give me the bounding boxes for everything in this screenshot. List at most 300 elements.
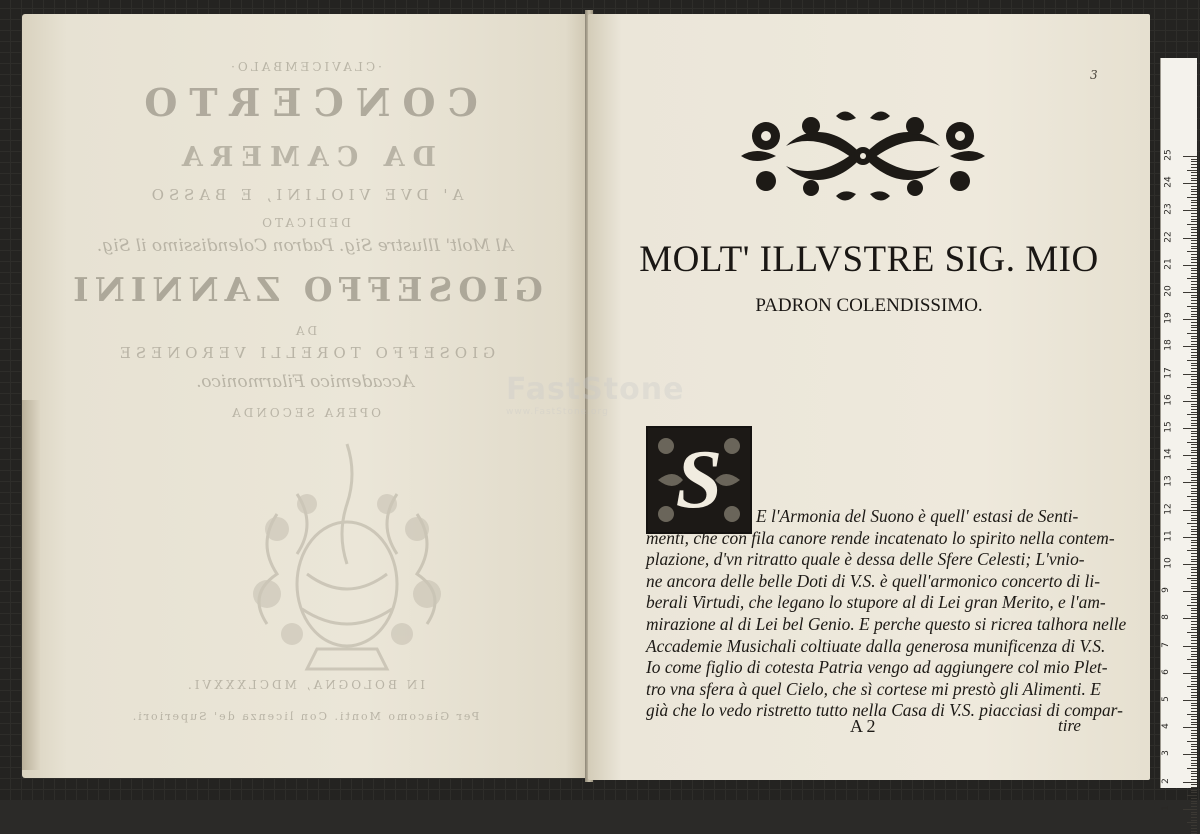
ruler-tick xyxy=(1191,719,1197,720)
ruler-tick xyxy=(1191,420,1197,421)
ruler-tick xyxy=(1191,820,1197,821)
ruler-number: 16 xyxy=(1163,394,1174,406)
body-line: mirazione al di Lei bel Genio. E perche questo si ricrea talhora nelle xyxy=(646,613,1127,634)
ruler-number: 7 xyxy=(1160,641,1171,648)
ruler-tick xyxy=(1191,300,1197,301)
ruler-tick xyxy=(1183,537,1197,538)
ruler-tick xyxy=(1191,711,1197,712)
ruler-tick xyxy=(1191,583,1197,584)
mirror-line: GIOSEFFO TORELLI VERONESE xyxy=(114,344,496,362)
ruler-tick xyxy=(1191,316,1197,317)
ruler-tick xyxy=(1191,817,1197,818)
ruler-tick xyxy=(1191,202,1197,203)
ruler-tick xyxy=(1191,520,1197,521)
ruler-tick xyxy=(1191,423,1197,424)
ruler-tick xyxy=(1191,172,1197,173)
ruler-tick xyxy=(1191,703,1197,704)
ruler-tick xyxy=(1191,240,1197,241)
ruler-tick xyxy=(1191,561,1197,562)
ruler-tick xyxy=(1191,640,1197,641)
ruler-tick xyxy=(1183,700,1197,701)
body-line: tro vna sfera à quel Cielo, che sì cortese mi prestò gli Alimenti. E xyxy=(646,678,1101,699)
ruler-tick xyxy=(1183,210,1197,211)
floral-ornament-icon xyxy=(736,106,990,206)
ruler-tick xyxy=(1191,390,1197,391)
ruler-tick xyxy=(1191,534,1197,535)
ruler-tick xyxy=(1187,442,1197,443)
ruler-tick xyxy=(1187,224,1197,225)
ruler-tick xyxy=(1191,803,1197,804)
ruler-tick xyxy=(1187,741,1197,742)
ruler-tick xyxy=(1191,409,1197,410)
ruler-tick xyxy=(1191,303,1197,304)
ruler-tick xyxy=(1191,178,1197,179)
watermark-main: FastStone xyxy=(506,372,685,407)
ruler-tick xyxy=(1191,270,1197,271)
ruler-tick xyxy=(1191,433,1197,434)
ruler-tick xyxy=(1187,686,1197,687)
mirror-line: Per Giacomo Monti. Con licenza de' Superiori. xyxy=(130,710,480,723)
ruler-tick xyxy=(1191,404,1197,405)
ruler-number: 21 xyxy=(1163,258,1174,270)
ruler-tick xyxy=(1187,496,1197,497)
ruler-tick xyxy=(1191,825,1197,826)
ruler-tick xyxy=(1187,523,1197,524)
ruler-tick xyxy=(1191,831,1197,832)
ruler-tick xyxy=(1183,591,1197,592)
ruler-tick xyxy=(1191,425,1197,426)
ruler-tick xyxy=(1191,801,1197,802)
ruler-tick xyxy=(1187,360,1197,361)
ruler-tick xyxy=(1191,613,1197,614)
drop-cap-letter: S xyxy=(675,433,723,526)
ruler-tick xyxy=(1183,809,1197,810)
watermark-sub: www.FastStone.org xyxy=(506,407,609,417)
ruler-tick xyxy=(1191,368,1197,369)
ruler-tick xyxy=(1191,648,1197,649)
mirror-line: DA xyxy=(292,324,318,338)
mirror-line: A' DVE VIOLINI, E BASSO xyxy=(146,186,464,204)
ruler-tick xyxy=(1191,493,1197,494)
ruler-number: 1 xyxy=(1160,804,1171,811)
ruler-tick xyxy=(1183,510,1197,511)
ruler-number: 13 xyxy=(1163,475,1174,488)
ruler-tick xyxy=(1191,507,1197,508)
ruler-tick xyxy=(1191,200,1197,201)
ruler-tick xyxy=(1191,662,1197,663)
ruler-tick xyxy=(1191,776,1197,777)
ruler-tick xyxy=(1191,545,1197,546)
ruler-tick xyxy=(1191,284,1197,285)
ruler-tick xyxy=(1191,325,1197,326)
ruler-tick xyxy=(1191,676,1197,677)
ruler-tick xyxy=(1191,697,1197,698)
ruler-tick xyxy=(1191,637,1197,638)
ruler-tick xyxy=(1191,352,1197,353)
ruler-tick xyxy=(1191,738,1197,739)
ruler-tick xyxy=(1191,268,1197,269)
ruler-tick xyxy=(1191,276,1197,277)
ruler-tick xyxy=(1191,444,1197,445)
ruler-tick xyxy=(1191,518,1197,519)
ruler-tick xyxy=(1191,665,1197,666)
ruler-tick xyxy=(1191,667,1197,668)
ruler-number: 20 xyxy=(1163,285,1174,297)
ruler-tick xyxy=(1191,749,1197,750)
ruler-tick xyxy=(1183,401,1197,402)
ruler-tick xyxy=(1191,531,1197,532)
ruler-tick xyxy=(1191,357,1197,358)
ruler-tick xyxy=(1191,452,1197,453)
ruler-tick xyxy=(1191,627,1197,628)
ruler-tick xyxy=(1187,822,1197,823)
ruler-tick xyxy=(1183,428,1197,429)
ruler-tick xyxy=(1191,259,1197,260)
mirror-line: GIOSEFFO ZANNINI xyxy=(67,270,543,309)
ruler-tick xyxy=(1191,529,1197,530)
dedication-heading: MOLT' ILLVSTRE SIG. MIO xyxy=(639,239,1099,280)
ruler-tick xyxy=(1191,485,1197,486)
ruler-tick xyxy=(1187,278,1197,279)
ruler-tick xyxy=(1183,183,1197,184)
body-line: ne ancora delle belle Doti di V.S. è quell'armonico concerto di li- xyxy=(646,570,1101,591)
ruler-tick xyxy=(1191,594,1197,595)
ruler-tick xyxy=(1183,374,1197,375)
ruler-number: 3 xyxy=(1160,750,1171,757)
ruler-tick xyxy=(1183,646,1197,647)
ruler-tick xyxy=(1191,814,1197,815)
ruler-tick xyxy=(1191,363,1197,364)
ruler-tick xyxy=(1187,768,1197,769)
ruler-tick xyxy=(1183,265,1197,266)
ruler-number: 8 xyxy=(1160,614,1171,621)
ruler-tick xyxy=(1191,499,1197,500)
ruler-tick xyxy=(1191,186,1197,187)
ruler-tick xyxy=(1191,806,1197,807)
ruler-tick xyxy=(1191,812,1197,813)
ruler-tick xyxy=(1191,730,1197,731)
ruler-tick xyxy=(1191,398,1197,399)
ruler-tick xyxy=(1191,232,1197,233)
ruler-tick xyxy=(1191,765,1197,766)
ruler-tick xyxy=(1183,754,1197,755)
ruler-tick xyxy=(1191,164,1197,165)
left-page xyxy=(22,14,588,778)
ruler-tick xyxy=(1191,216,1197,217)
ruler-tick xyxy=(1191,167,1197,168)
ruler-tick xyxy=(1187,306,1197,307)
body-line: già che lo vedo ristretto tutto nella Casa di V.S. piacciasi di compar- xyxy=(646,700,1123,721)
ruler-tick xyxy=(1191,792,1197,793)
ruler-tick xyxy=(1191,512,1197,513)
ruler-tick xyxy=(1191,798,1197,799)
body-line: menti, che con fila canore rende incatenato lo spirito nella contem- xyxy=(646,527,1115,548)
signature-mark: A 2 xyxy=(850,716,876,736)
ruler-tick xyxy=(1191,586,1197,587)
mirror-line: IN BOLOGNA, MDCLXXXVI. xyxy=(184,678,426,692)
ruler-tick xyxy=(1191,436,1197,437)
ruler-number: 6 xyxy=(1160,668,1171,675)
ruler-tick xyxy=(1191,235,1197,236)
ruler-tick xyxy=(1191,417,1197,418)
ruler-tick xyxy=(1187,197,1197,198)
watermark xyxy=(506,372,684,417)
ruler-number: 11 xyxy=(1163,530,1174,542)
measuring-ruler xyxy=(1160,58,1197,811)
ruler-tick xyxy=(1191,651,1197,652)
ruler-tick xyxy=(1191,678,1197,679)
ruler-tick xyxy=(1183,618,1197,619)
body-line: Io come figlio di cotesta Patria vengo ad aggiungere col mio Plet- xyxy=(646,657,1108,678)
ruler-number: 23 xyxy=(1163,203,1174,216)
ruler-tick xyxy=(1191,599,1197,600)
mirror-line: Al Molt' Illustre Sig. Padron Colendissimo il Sig. xyxy=(96,236,514,256)
mirror-line: Accademico Filarmonico. xyxy=(196,372,414,392)
ruler-tick xyxy=(1187,550,1197,551)
ruler-tick xyxy=(1191,580,1197,581)
ruler-tick xyxy=(1191,548,1197,549)
ruler-tick xyxy=(1191,501,1197,502)
ruler-tick xyxy=(1191,474,1197,475)
ruler-tick xyxy=(1191,828,1197,829)
ruler-tick xyxy=(1187,251,1197,252)
ruler-number: 22 xyxy=(1163,230,1174,243)
ruler-tick xyxy=(1191,330,1197,331)
ruler-tick xyxy=(1187,659,1197,660)
ruler-tick xyxy=(1191,569,1197,570)
ruler-number: 17 xyxy=(1163,366,1174,379)
ruler-tick xyxy=(1191,289,1197,290)
ruler-tick xyxy=(1191,308,1197,309)
ruler-tick xyxy=(1191,526,1197,527)
ruler-tick xyxy=(1191,681,1197,682)
ruler-tick xyxy=(1191,191,1197,192)
ruler-tick xyxy=(1187,387,1197,388)
ruler-tick xyxy=(1191,447,1197,448)
ruler-tick xyxy=(1191,733,1197,734)
ruler-tick xyxy=(1191,705,1197,706)
ruler-tick xyxy=(1191,567,1197,568)
ruler-tick xyxy=(1191,344,1197,345)
ruler-tick xyxy=(1191,779,1197,780)
ruler-tick xyxy=(1191,624,1197,625)
ruler-tick xyxy=(1183,292,1197,293)
ruler-tick xyxy=(1191,395,1197,396)
ruler-number: 5 xyxy=(1160,696,1171,702)
ruler-tick xyxy=(1191,463,1197,464)
ruler-tick xyxy=(1191,488,1197,489)
ruler-tick xyxy=(1187,170,1197,171)
ruler-number: 12 xyxy=(1163,502,1174,515)
ruler-tick xyxy=(1191,439,1197,440)
ruler-tick xyxy=(1191,684,1197,685)
ruler-tick xyxy=(1191,744,1197,745)
ruler-tick xyxy=(1191,180,1197,181)
ruler-tick xyxy=(1191,376,1197,377)
ruler-tick xyxy=(1191,281,1197,282)
ruler-tick xyxy=(1191,515,1197,516)
ruler-tick xyxy=(1191,735,1197,736)
ruler-tick xyxy=(1191,692,1197,693)
ruler-number: 10 xyxy=(1163,557,1174,569)
ruler-tick xyxy=(1191,559,1197,560)
ruler-tick xyxy=(1183,782,1197,783)
ruler-tick xyxy=(1187,632,1197,633)
mirror-line: OPERA SECONDA xyxy=(229,406,381,420)
ruler-tick xyxy=(1187,795,1197,796)
ruler-tick xyxy=(1191,616,1197,617)
ruler-tick xyxy=(1191,355,1197,356)
ruler-tick xyxy=(1191,349,1197,350)
ruler-tick xyxy=(1191,365,1197,366)
ruler-tick xyxy=(1191,610,1197,611)
ruler-tick xyxy=(1191,311,1197,312)
ruler-tick xyxy=(1191,784,1197,785)
body-line: Accademie Musichali coltiuate dalla generosa munificenza di V.S. xyxy=(646,635,1106,656)
ruler-tick xyxy=(1191,608,1197,609)
ruler-number: 24 xyxy=(1163,176,1174,188)
mirror-line: DA CAMERA xyxy=(173,142,437,173)
ruler-tick xyxy=(1191,175,1197,176)
dedication-body xyxy=(646,506,1127,722)
ruler-tick xyxy=(1191,273,1197,274)
ruler-tick xyxy=(1191,412,1197,413)
ruler-tick xyxy=(1191,746,1197,747)
ruler-tick xyxy=(1191,708,1197,709)
ruler-tick xyxy=(1191,322,1197,323)
ruler-number: 9 xyxy=(1160,587,1171,594)
ruler-tick xyxy=(1191,716,1197,717)
ruler-tick xyxy=(1183,156,1197,157)
ruler-tick xyxy=(1191,227,1197,228)
ruler-tick xyxy=(1191,472,1197,473)
body-line: berali Virtudi, che legano lo stupore al di Lei gran Merito, e l'am- xyxy=(646,592,1106,613)
ruler-tick xyxy=(1191,338,1197,339)
ruler-number: 19 xyxy=(1163,312,1174,324)
ruler-number: 25 xyxy=(1163,149,1174,161)
ruler-tick xyxy=(1191,254,1197,255)
ruler-tick xyxy=(1191,643,1197,644)
ruler-tick xyxy=(1191,621,1197,622)
mirror-line: CONCERTO xyxy=(132,80,478,125)
ruler-tick xyxy=(1191,297,1197,298)
ruler-tick xyxy=(1191,695,1197,696)
ruler-tick xyxy=(1187,333,1197,334)
ruler-tick xyxy=(1191,477,1197,478)
ruler-tick xyxy=(1183,482,1197,483)
ruler-tick xyxy=(1191,379,1197,380)
ruler-tick xyxy=(1191,670,1197,671)
ruler-tick xyxy=(1191,371,1197,372)
ruler-number: 15 xyxy=(1163,421,1174,433)
ruler-tick xyxy=(1187,414,1197,415)
ruler-tick xyxy=(1191,790,1197,791)
ruler-tick xyxy=(1191,629,1197,630)
ruler-number: 4 xyxy=(1160,723,1171,730)
ruler-tick xyxy=(1191,205,1197,206)
ruler-tick xyxy=(1191,689,1197,690)
ruler-tick xyxy=(1191,213,1197,214)
ruler-tick xyxy=(1191,466,1197,467)
ruler-tick xyxy=(1191,246,1197,247)
ruler-tick xyxy=(1191,159,1197,160)
ruler-tick xyxy=(1191,773,1197,774)
ruler-tick xyxy=(1191,575,1197,576)
ruler-tick xyxy=(1191,243,1197,244)
ruler-tick xyxy=(1191,771,1197,772)
ruler-tick xyxy=(1191,553,1197,554)
ruler-tick xyxy=(1183,564,1197,565)
ruler-tick xyxy=(1191,450,1197,451)
ruler-tick xyxy=(1191,336,1197,337)
ruler-tick xyxy=(1191,393,1197,394)
ruler-tick xyxy=(1183,238,1197,239)
ruler-tick xyxy=(1191,763,1197,764)
ruler-tick xyxy=(1191,480,1197,481)
catchword: tire xyxy=(1058,716,1081,735)
ruler-tick xyxy=(1183,455,1197,456)
ruler-number: 2 xyxy=(1160,777,1171,784)
ruler-tick xyxy=(1191,542,1197,543)
body-line: plazione, d'vn ritratto quale è dessa delle Sfere Celesti; L'vnio- xyxy=(646,549,1085,570)
ruler-tick xyxy=(1191,384,1197,385)
ruler-tick xyxy=(1191,597,1197,598)
page-mark: 3 xyxy=(1090,68,1098,82)
ruler-tick xyxy=(1191,504,1197,505)
ruler-tick xyxy=(1191,722,1197,723)
ruler-tick xyxy=(1191,327,1197,328)
ruler-tick xyxy=(1191,221,1197,222)
ruler-tick xyxy=(1191,229,1197,230)
page-edge xyxy=(22,400,40,770)
ruler-tick xyxy=(1191,724,1197,725)
ruler-tick xyxy=(1187,714,1197,715)
ruler-tick xyxy=(1191,572,1197,573)
ruler-tick xyxy=(1191,635,1197,636)
ruler-tick xyxy=(1191,189,1197,190)
mirror-line: ·CLAVICEMBALO· xyxy=(228,60,382,74)
ruler-tick xyxy=(1191,787,1197,788)
ruler-tick xyxy=(1191,248,1197,249)
ruler-tick xyxy=(1191,262,1197,263)
ruler-tick xyxy=(1187,578,1197,579)
ruler-tick xyxy=(1191,602,1197,603)
ruler-tick xyxy=(1191,654,1197,655)
ruler-tick xyxy=(1191,656,1197,657)
ruler-tick xyxy=(1191,461,1197,462)
ruler-tick xyxy=(1191,406,1197,407)
ruler-tick xyxy=(1191,588,1197,589)
ruler-tick xyxy=(1191,208,1197,209)
ruler-tick xyxy=(1191,257,1197,258)
body-line: E l'Armonia del Suono è quell' estasi de Senti- xyxy=(756,506,1079,526)
ruler-tick xyxy=(1191,760,1197,761)
ruler-tick xyxy=(1183,727,1197,728)
ruler-tick xyxy=(1191,757,1197,758)
ruler-tick xyxy=(1191,295,1197,296)
ruler-tick xyxy=(1191,287,1197,288)
ruler-tick xyxy=(1191,194,1197,195)
ruler-tick xyxy=(1183,346,1197,347)
ruler-number: 18 xyxy=(1163,339,1174,352)
ruler-tick xyxy=(1191,431,1197,432)
ruler-tick xyxy=(1183,319,1197,320)
mirror-line: DEDICATO xyxy=(259,216,351,230)
ruler-tick xyxy=(1191,161,1197,162)
ruler-tick xyxy=(1191,314,1197,315)
ruler-tick xyxy=(1191,341,1197,342)
ruler-tick xyxy=(1187,605,1197,606)
